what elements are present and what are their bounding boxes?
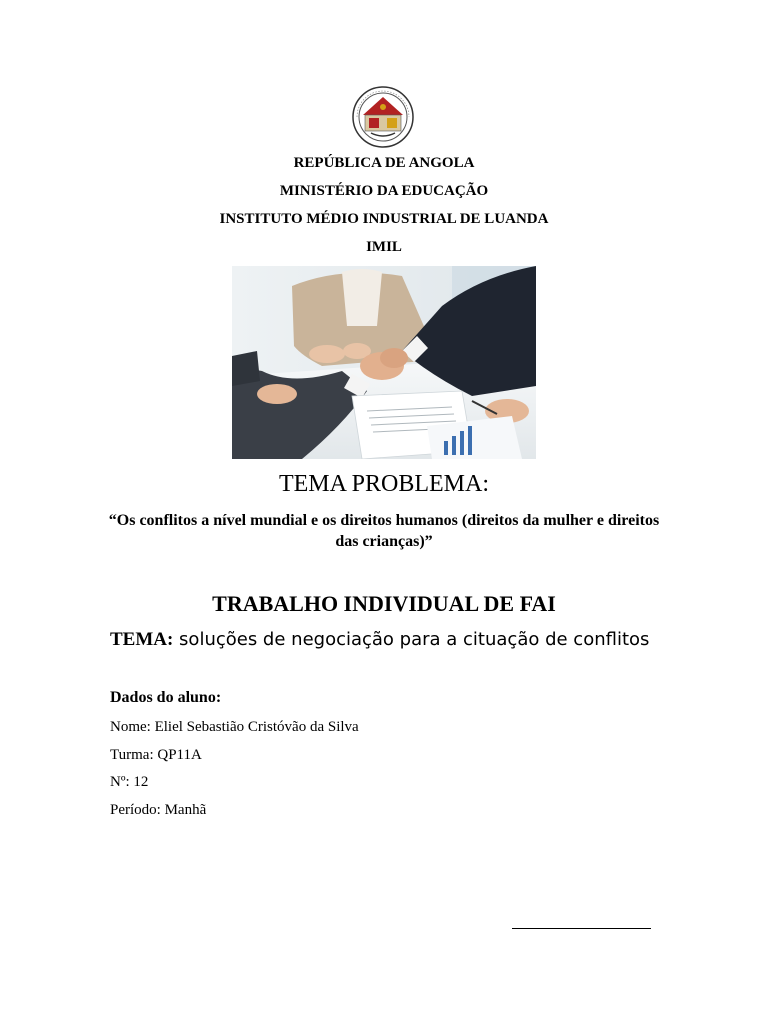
student-data-heading: Dados do aluno:: [110, 689, 222, 706]
school-seal-icon: [351, 85, 415, 149]
student-name: Nome: Eliel Sebastião Cristóvão da Silva: [110, 719, 359, 735]
problem-heading: TEMA PROBLEMA:: [278, 471, 490, 497]
institute-acronym: IMIL: [366, 239, 402, 255]
theme-text: soluções de negociação para a cituação de conflitos: [173, 629, 650, 650]
student-number: Nº: 12: [110, 774, 149, 790]
problem-quote: “Os conflitos a nível mundial e os direitos humanos (direitos da mulher e direitos das crianças)”: [108, 512, 660, 550]
student-class: Turma: QP11A: [110, 747, 202, 763]
student-period: Período: Manhã: [110, 802, 207, 818]
signature-line: [512, 928, 651, 929]
business-handshake-photo: [232, 266, 536, 459]
assignment-theme: [110, 627, 650, 652]
republic-heading: REPÚBLICA DE ANGOLA: [293, 155, 475, 171]
institute-heading: INSTITUTO MÉDIO INDUSTRIAL DE LUANDA: [219, 211, 549, 227]
ministry-heading: MINISTÉRIO DA EDUCAÇÃO: [279, 183, 489, 199]
theme-label: TEMA:: [110, 629, 174, 650]
assignment-title: TRABALHO INDIVIDUAL DE FAI: [212, 591, 556, 616]
